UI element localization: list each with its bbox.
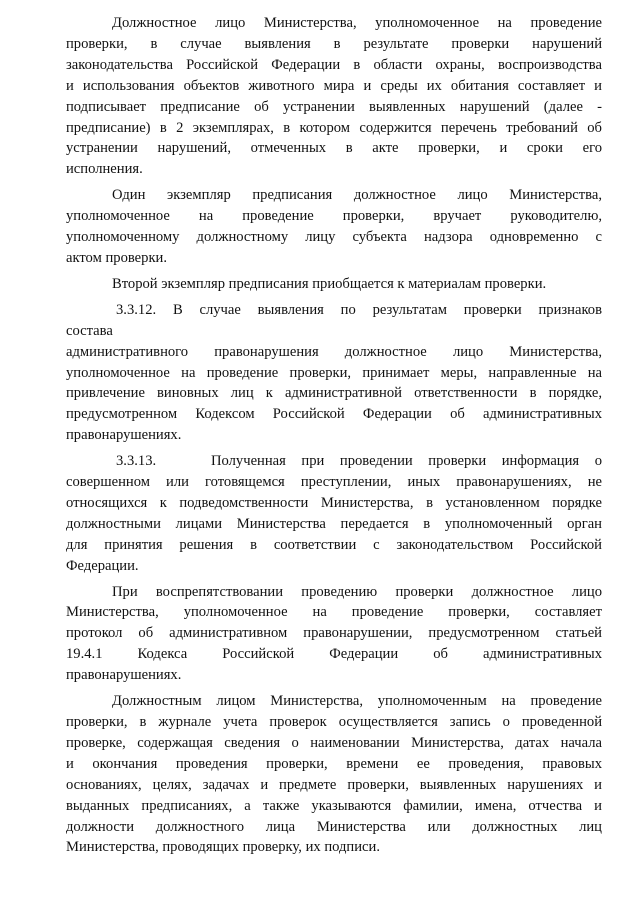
paragraph-3-3-13: [66, 451, 602, 576]
text-line: и использования объектов животного мира и среды их обитания составляет и: [66, 77, 602, 94]
text-line: правонарушениях.: [66, 427, 182, 444]
text-line: правонарушениях.: [66, 667, 182, 684]
text-line: исполнения.: [66, 161, 143, 178]
text-line: Министерства, проводящих проверку, их подписи.: [66, 839, 380, 856]
text-line: 19.4.1 Кодекса Российской Федерации об административных: [66, 646, 602, 663]
text-line: относящихся к подведомственности Министерства, в установленном порядке: [66, 494, 602, 511]
paragraph-6: [66, 582, 602, 687]
text-line: протокол об административном правонарушении, предусмотренном статьей: [66, 625, 602, 642]
clause-number: 3.3.13.: [116, 453, 157, 470]
text-line: [66, 451, 602, 472]
paragraph-2: [66, 185, 602, 269]
text-line: для принятия решения в соответствии с законодательством Российской: [66, 536, 602, 553]
text-line: предусмотренном Кодексом Российской Федерации об административных: [66, 406, 602, 423]
text-line: проверке, содержащая сведения о наименовании Министерства, датах начала: [66, 734, 602, 751]
text-line: административного правонарушения должностное лицо Министерства,: [66, 343, 602, 360]
text-line: актом проверки.: [66, 249, 167, 266]
text-line: и окончания проведения проверки, времени ее проведения, правовых: [66, 755, 602, 772]
text-line: Министерства, уполномоченное на проведение проверки, составляет: [66, 604, 602, 621]
text-line: подписывает предписание об устранении выявленных нарушений (далее -: [66, 98, 602, 115]
text-line: должностными лицами Министерства передается в уполномоченный орган: [66, 515, 602, 532]
text-line: проверки, в журнале учета проверок осуществляется запись о проведенной: [66, 714, 602, 730]
text-line: законодательства Российской Федерации в области охраны, воспроизводства: [66, 56, 602, 73]
text-line: уполномоченное на проведение проверки, принимает меры, направленные на: [66, 364, 602, 381]
paragraph-3-3-12: [66, 300, 602, 446]
paragraph-7: [66, 691, 602, 858]
paragraph-3: [66, 274, 602, 295]
document-body: [66, 13, 602, 863]
text-line: выданных предписаниях, а также указываются фамилии, имена, отчества и: [66, 797, 602, 814]
clause-text: Полученная при проведении проверки информация о: [211, 453, 602, 470]
text-line: Федерации.: [66, 557, 139, 574]
text-line: Должностным лицом Министерства, уполномоченным на проведение: [112, 693, 602, 710]
paragraph-1: [66, 13, 602, 180]
text-line: проверки, в случае выявления в результате проверки нарушений: [66, 35, 602, 52]
text-line: уполномоченное на проведение проверки, вручает руководителю,: [66, 208, 602, 225]
text-line: 3.3.12. В случае выявления по результатам проверки признаков: [116, 301, 602, 318]
text-line: устранении нарушений, отмеченных в акте проверки, и сроки его: [66, 140, 602, 157]
text-line: Второй экземпляр предписания приобщается к материалам проверки.: [112, 275, 547, 292]
text-line: При воспрепятствовании проведению проверки должностное лицо: [112, 583, 602, 600]
text-line: основаниях, целях, задачах и предмете проверки, выявленных нарушениях и: [66, 776, 602, 793]
text-line: состава: [66, 322, 113, 339]
text-line: Должностное лицо Министерства, уполномоченное на проведение: [112, 15, 602, 31]
text-line: уполномоченному должностному лицу субъекта надзора одновременно с: [66, 229, 602, 246]
text-line: предписание) в 2 экземплярах, в котором содержится перечень требований об: [66, 119, 602, 136]
text-line: привлечение виновных лиц к административной ответственности в порядке,: [66, 385, 602, 402]
text-line: Один экземпляр предписания должностное лицо Министерства,: [112, 187, 602, 204]
text-line: совершенном или готовящемся преступлении, иных правонарушениях, не: [66, 474, 602, 491]
text-line: должности должностного лица Министерства или должностных лиц: [66, 818, 602, 835]
